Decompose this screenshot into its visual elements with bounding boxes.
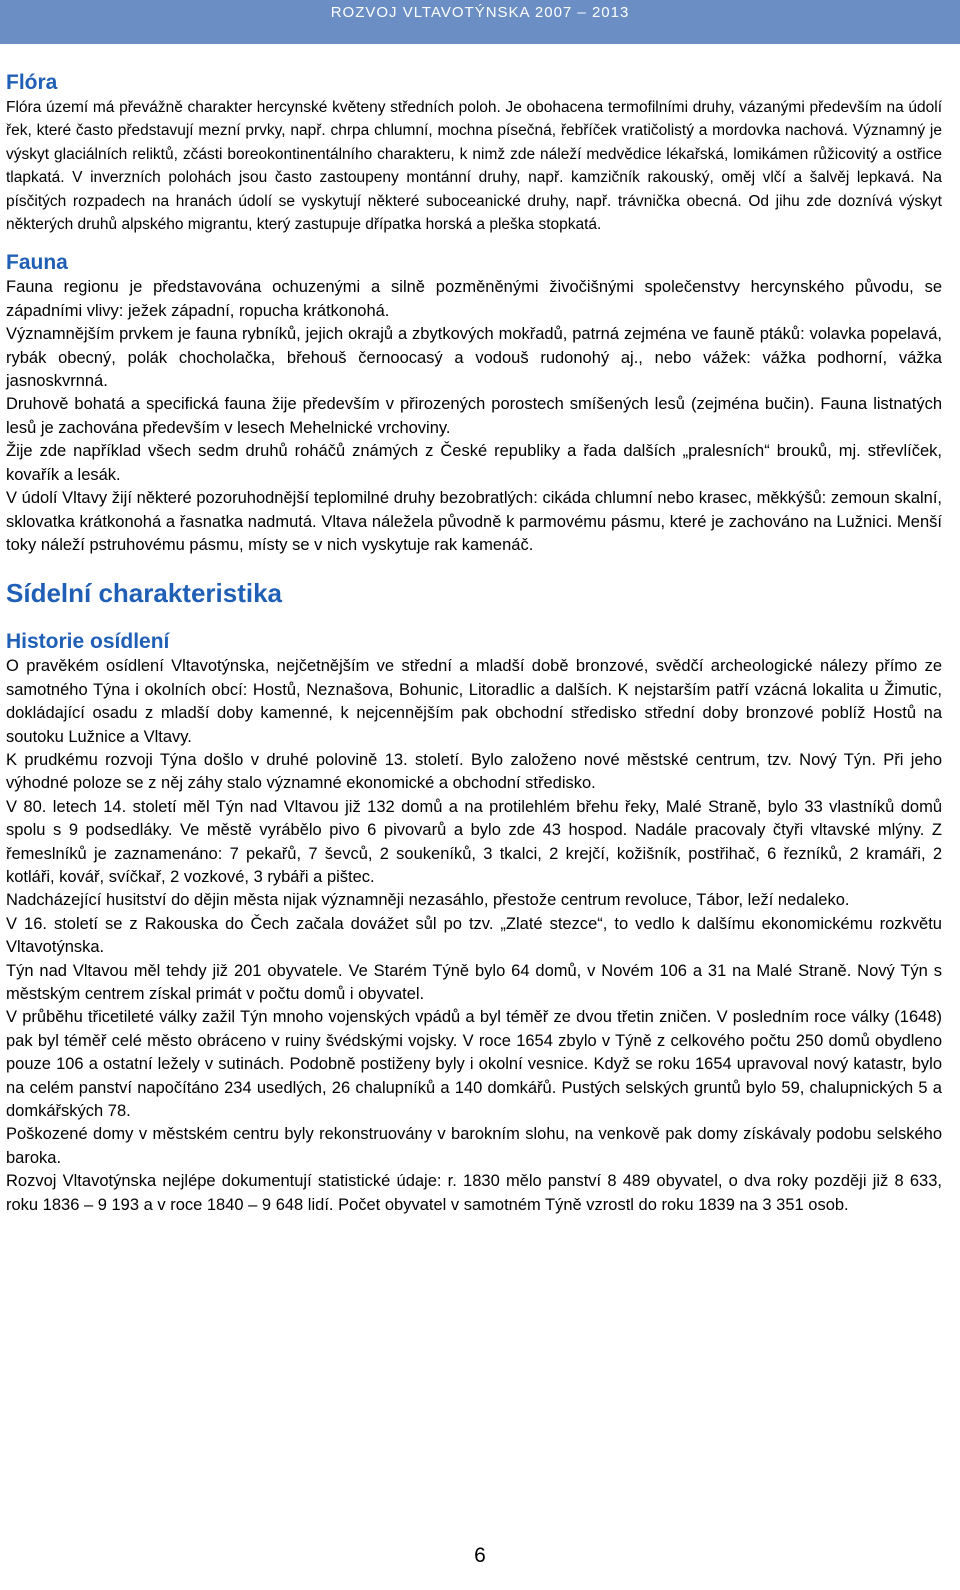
section-flora: [6, 70, 942, 236]
paragraph: V údolí Vltavy žijí některé pozoruhodnější teplomilné druhy bezobratlých: cikáda chlumní nebo krasec, měkkýšů: zemoun skalní, sklovatka krátkonohá a řasnatka nadmutá. Vltava náležela původně k parmovému pásmu, které je zachováno na Lužnici. Menší toky náleží pstruhovému pásmu, místy se v nich vyskytuje rak kamenáč.: [6, 489, 942, 554]
heading-fauna: Fauna: [6, 251, 68, 275]
paragraph: Fauna regionu je představována ochuzenými a silně pozměněnými živočišnými společenstvy hercynského původu, se západními vlivy: ježek západní, ropucha krátkonohá.: [6, 278, 942, 320]
header-title: ROZVOJ VLTAVOTÝNSKA 2007 – 2013: [330, 4, 630, 21]
paragraph: Druhově bohatá a specifická fauna žije především v přirozených porostech smíšených lesů (zejména bučin). Fauna listnatých lesů je zachována především v lesech Mehelnické vrchoviny.: [6, 395, 942, 437]
paragraph: V průběhu třicetileté války zažil Týn mnoho vojenských vpádů a byl téměř ze dvou třetin zničen. V posledním roce války (1648) pak byl téměř celé město obráceno v ruiny švédskými vojsky. V roce 1654 zbylo v Týně z celkového počtu 250 domů obydleno pouze 106 a ostatní ležely v sutinách. Podobně postiženy byly i okolní vesnice. Když se roku 1654 upravoval nový katastr, bylo na celém panství napočítáno 234 usedlých, 26 chalupníků a 140 domkářů. Pustých selských gruntů bylo 59, chalupnických 5 a domkářských 78.: [6, 1008, 942, 1121]
section-history: [6, 629, 942, 1217]
paragraph: Významnějším prvkem je fauna rybníků, jejich okrajů a zbytkových mokřadů, patrná zejména ve fauně ptáků: volavka popelavá, rybák obecný, polák chocholačka, břehouš černoocasý a vodouš rudonohý aj., nebo vážek: vážka podhorní, vážka jasnoskvrnná.: [6, 325, 942, 391]
paragraph: Žije zde například všech sedm druhů roháčů známých z České republiky a řada dalších „pralesních“ brouků, mj. střevlíček, kovařík a lesák.: [6, 442, 942, 484]
document-body: [6, 70, 942, 1217]
header-bar: [0, 0, 960, 44]
paragraph: Flóra území má převážně charakter hercynské květeny středních poloh. Je obohacena termofilními druhy, vázanými především na údolí řek, které často představují mezní prvky, např. chrpa chlumní, mochna písečná, řebříček vratičolistý a mordovka nachová. Významný je výskyt glaciálních reliktů, zčásti boreokontinentálního charakteru, k nimž zde náleží medvědice lékařská, lomikámen růžicovitý a ostřice tlapkatá. V inverzních polohách jsou často zastoupeny montánní druhy, např. kamzičník rakouský, oměj vlčí a šalvěj lepkavá. Na písčitých rozpadech na hranách údolí se vyskytují některé suboceanické druhy, např. trávnička obecná. Od jihu zde doznívá výskyt některých druhů alpského migrantu, který zastupuje dřípatka horská a pleška stopkatá.: [6, 99, 942, 234]
heading-settlement: Sídelní charakteristika: [6, 578, 283, 609]
paragraph: O pravěkém osídlení Vltavotýnska, nejčetnějším ve střední a mladší době bronzové, svědčí archeologické nálezy přímo ze samotného Týna i okolních obcí: Hostů, Neznašova, Bohunic, Litoradlic a dalších. K nejstarším patří vzácná lokalita u Žimutic, dokládající osadu z mladší doby kamenné, k nejcennějším pak obchodní středisko střední doby bronzové poblíž Hostů na soutoku Lužnice a Vltavy.: [6, 657, 942, 746]
paragraph: Poškozené domy v městském centru byly rekonstruovány v barokním slohu, na venkově pak domy získávaly podobu selského baroka.: [6, 1125, 942, 1167]
page-number: 6: [474, 1544, 486, 1567]
paragraph: Rozvoj Vltavotýnska nejlépe dokumentují statistické údaje: r. 1830 mělo panství 8 489 obyvatel, o dva roky později již 8 633, roku 1836 – 9 193 a v roce 1840 – 9 648 lidí. Počet obyvatel v samotném Týně vzrostl do roku 1839 na 3 351 osob.: [6, 1172, 942, 1214]
heading-history: Historie osídlení: [6, 630, 170, 654]
paragraph: Nadcházející husitství do dějin města nijak významněji nezasáhlo, přestože centrum revoluce, Tábor, leží nedaleko.: [6, 891, 850, 910]
paragraph: V 16. století se z Rakouska do Čech začala dovážet sůl po tzv. „Zlaté stezce“, to vedlo k dalšímu ekonomickému rozkvětu Vltavotýnska.: [6, 914, 942, 957]
paragraph: K prudkému rozvoji Týna došlo v druhé polovině 13. století. Bylo založeno nové městské centrum, tzv. Nový Týn. Při jeho výhodné poloze se z něj záhy stalo významné ekonomické a obchodní středisko.: [6, 750, 942, 793]
paragraph: Týn nad Vltavou měl tehdy již 201 obyvatele. Ve Starém Týně bylo 64 domů, v Novém 106 a 31 na Malé Straně. Nový Týn s městským centrem získal primát v počtu domů i obyvatel.: [6, 961, 942, 1003]
paragraph: V 80. letech 14. století měl Týn nad Vltavou již 132 domů a na protilehlém břehu řeky, Malé Straně, bylo 33 vlastníků domů spolu s 9 podsedláky. Ve městě vyrábělo pivo 6 pivovarů a bylo zde 43 hospod. Nadále pracovaly čtyři vltavské mlýny. Z řemeslníků je zaznamenáno: 7 pekařů, 7 ševců, 2 soukeníků, 3 tkalci, 2 krejčí, kožišník, postřihač, 6 řezníků, 2 kramáři, 2 kotláři, kovář, svíčkař, 2 vozkové, 3 rybáři a pištec.: [6, 797, 942, 886]
heading-flora: Flóra: [6, 71, 58, 94]
section-fauna: [6, 250, 942, 557]
